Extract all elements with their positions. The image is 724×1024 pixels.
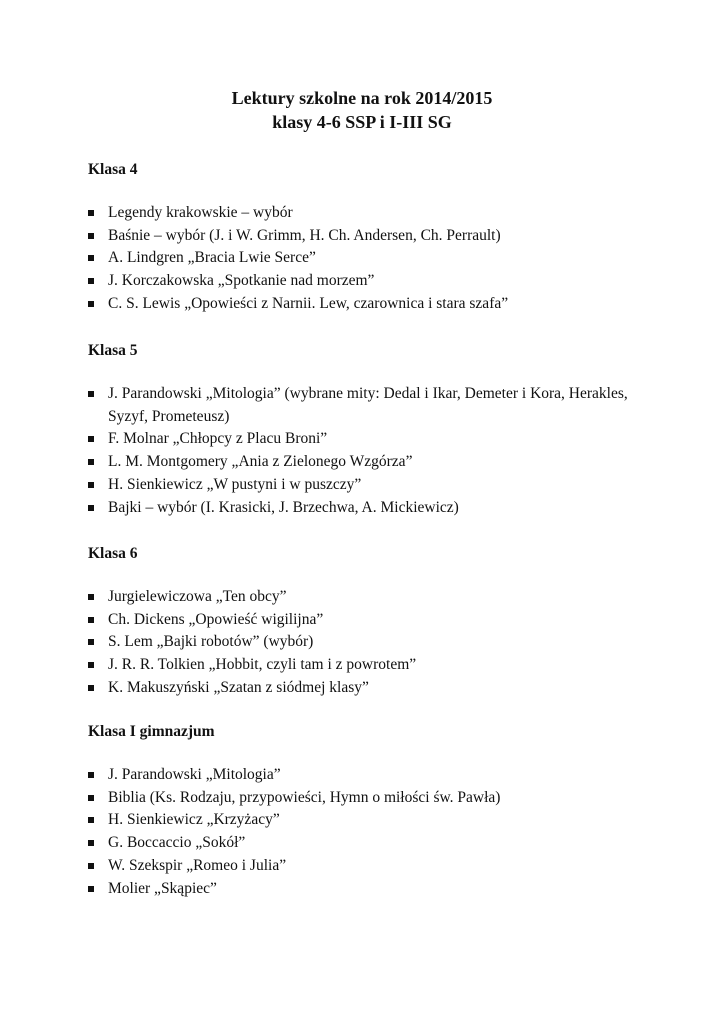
- section-klasa-6: [88, 544, 648, 700]
- square-bullet-icon: [88, 301, 94, 307]
- list-item: [88, 202, 648, 225]
- square-bullet-icon: [88, 436, 94, 442]
- square-bullet-icon: [88, 617, 94, 623]
- square-bullet-icon: [88, 795, 94, 801]
- section-klasa-i-gimnazjum: [88, 722, 648, 900]
- section-klasa-4: [88, 160, 648, 316]
- square-bullet-icon: [88, 639, 94, 645]
- list-item-text: Biblia (Ks. Rodzaju, przypowieści, Hymn o miłości św. Pawła): [108, 788, 501, 806]
- reading-list: [88, 202, 648, 316]
- list-item-text: J. Parandowski „Mitologia”: [108, 766, 281, 783]
- section-heading: Klasa 5: [88, 342, 138, 359]
- section-klasa-5: [88, 341, 648, 519]
- list-item-text: J. R. R. Tolkien „Hobbit, czyli tam i z powrotem”: [108, 656, 417, 674]
- square-bullet-icon: [88, 685, 94, 691]
- list-item-text: A. Lindgren „Bracia Lwie Serce”: [108, 249, 316, 267]
- list-item: [88, 677, 648, 700]
- square-bullet-icon: [88, 233, 94, 239]
- square-bullet-icon: [88, 594, 94, 600]
- list-item-text: W. Szekspir „Romeo i Julia”: [108, 856, 287, 874]
- list-item-text: Legendy krakowskie – wybór: [108, 204, 293, 221]
- square-bullet-icon: [88, 817, 94, 823]
- list-item: [88, 832, 648, 855]
- list-item: [88, 631, 648, 654]
- square-bullet-icon: [88, 863, 94, 869]
- list-item-text: Bajki – wybór (I. Krasicki, J. Brzechwa, A. Mickiewicz): [108, 498, 459, 516]
- list-item: [88, 428, 648, 451]
- list-item: [88, 809, 648, 832]
- list-item-text: Ch. Dickens „Opowieść wigilijna”: [108, 610, 324, 628]
- list-item: [88, 225, 648, 248]
- square-bullet-icon: [88, 662, 94, 668]
- list-item: [88, 609, 648, 632]
- list-item: [88, 764, 648, 787]
- square-bullet-icon: [88, 482, 94, 488]
- square-bullet-icon: [88, 772, 94, 778]
- list-item-text: J. Parandowski „Mitologia” (wybrane mity: Dedal i Ikar, Demeter i Kora, Herakles, Syzyf, Prometeusz): [108, 385, 628, 425]
- list-item: [88, 586, 648, 609]
- list-item: [88, 878, 648, 901]
- square-bullet-icon: [88, 840, 94, 846]
- section-heading: Klasa 6: [88, 545, 138, 562]
- list-item-text: Molier „Skąpiec”: [108, 879, 217, 897]
- section-heading: Klasa I gimnazjum: [88, 723, 215, 740]
- square-bullet-icon: [88, 886, 94, 892]
- list-item: [88, 855, 648, 878]
- list-item-text: Jurgielewiczowa „Ten obcy”: [108, 588, 287, 605]
- section-heading: Klasa 4: [88, 161, 138, 178]
- list-item-text: H. Sienkiewicz „W pustyni i w puszczy”: [108, 475, 362, 493]
- square-bullet-icon: [88, 278, 94, 284]
- list-item: [88, 497, 648, 520]
- list-item-text: H. Sienkiewicz „Krzyżacy”: [108, 811, 280, 829]
- square-bullet-icon: [88, 255, 94, 261]
- list-item-text: S. Lem „Bajki robotów” (wybór): [108, 633, 314, 651]
- square-bullet-icon: [88, 210, 94, 216]
- list-item: [88, 451, 648, 474]
- title-line-1: Lektury szkolne na rok 2014/2015: [231, 88, 493, 108]
- list-item-text: L. M. Montgomery „Ania z Zielonego Wzgórza”: [108, 453, 413, 471]
- reading-list: [88, 383, 648, 519]
- title-line-2: klasy 4-6 SSP i I-III SG: [272, 112, 452, 132]
- list-item-text: F. Molnar „Chłopcy z Placu Broni”: [108, 430, 328, 448]
- list-item-text: J. Korczakowska „Spotkanie nad morzem”: [108, 272, 375, 290]
- square-bullet-icon: [88, 459, 94, 465]
- list-item: [88, 654, 648, 677]
- list-item-text: C. S. Lewis „Opowieści z Narnii. Lew, czarownica i stara szafa”: [108, 294, 509, 312]
- square-bullet-icon: [88, 505, 94, 511]
- list-item: [88, 383, 648, 428]
- list-item: [88, 270, 648, 293]
- list-item-text: K. Makuszyński „Szatan z siódmej klasy”: [108, 678, 369, 696]
- document-title: [0, 86, 724, 134]
- reading-list: [88, 764, 648, 900]
- list-item: [88, 474, 648, 497]
- list-item-text: G. Boccaccio „Sokół”: [108, 834, 246, 852]
- list-item: [88, 787, 648, 810]
- square-bullet-icon: [88, 391, 94, 397]
- list-item: [88, 293, 648, 316]
- list-item-text: Baśnie – wybór (J. i W. Grimm, H. Ch. Andersen, Ch. Perrault): [108, 226, 501, 244]
- list-item: [88, 247, 648, 270]
- reading-list: [88, 586, 648, 700]
